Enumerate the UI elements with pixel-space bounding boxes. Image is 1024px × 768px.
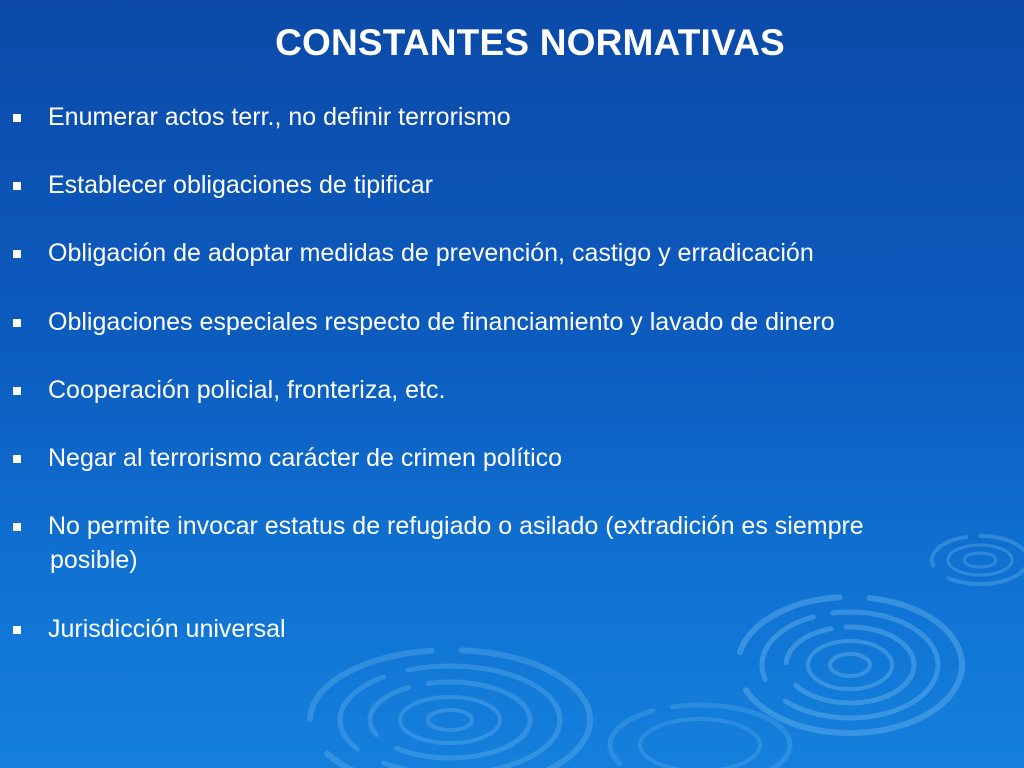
bullet-text: Obligaciones especiales respecto de financiamiento y lavado de dinero: [48, 308, 835, 336]
bullet-text: Enumerar actos terr., no definir terrorismo: [48, 103, 511, 131]
bullet-text: Establecer obligaciones de tipificar: [48, 171, 433, 199]
bullet-text: Negar al terrorismo carácter de crimen político: [48, 444, 563, 472]
bullet-text: [48, 509, 988, 577]
square-bullet-icon: [13, 114, 21, 122]
square-bullet-icon: [13, 319, 21, 327]
square-bullet-icon: [13, 455, 21, 463]
square-bullet-icon: [13, 182, 21, 190]
ripple-bottom-right: [610, 705, 790, 768]
bullet-text: Cooperación policial, fronteriza, etc.: [48, 376, 446, 404]
ripple-left: [310, 650, 590, 768]
square-bullet-icon: [13, 523, 21, 531]
square-bullet-icon: [13, 387, 21, 395]
square-bullet-icon: [13, 626, 21, 634]
bullet-text: Obligación de adoptar medidas de prevención, castigo y erradicación: [48, 239, 814, 267]
bullet-text-continuation: posible): [50, 546, 138, 574]
square-bullet-icon: [13, 250, 21, 258]
bullet-text-line: No permite invocar estatus de refugiado o asilado (extradición es siempre: [48, 512, 864, 540]
slide-title: CONSTANTES NORMATIVAS: [275, 22, 785, 63]
bullet-text: Jurisdicción universal: [48, 615, 286, 643]
